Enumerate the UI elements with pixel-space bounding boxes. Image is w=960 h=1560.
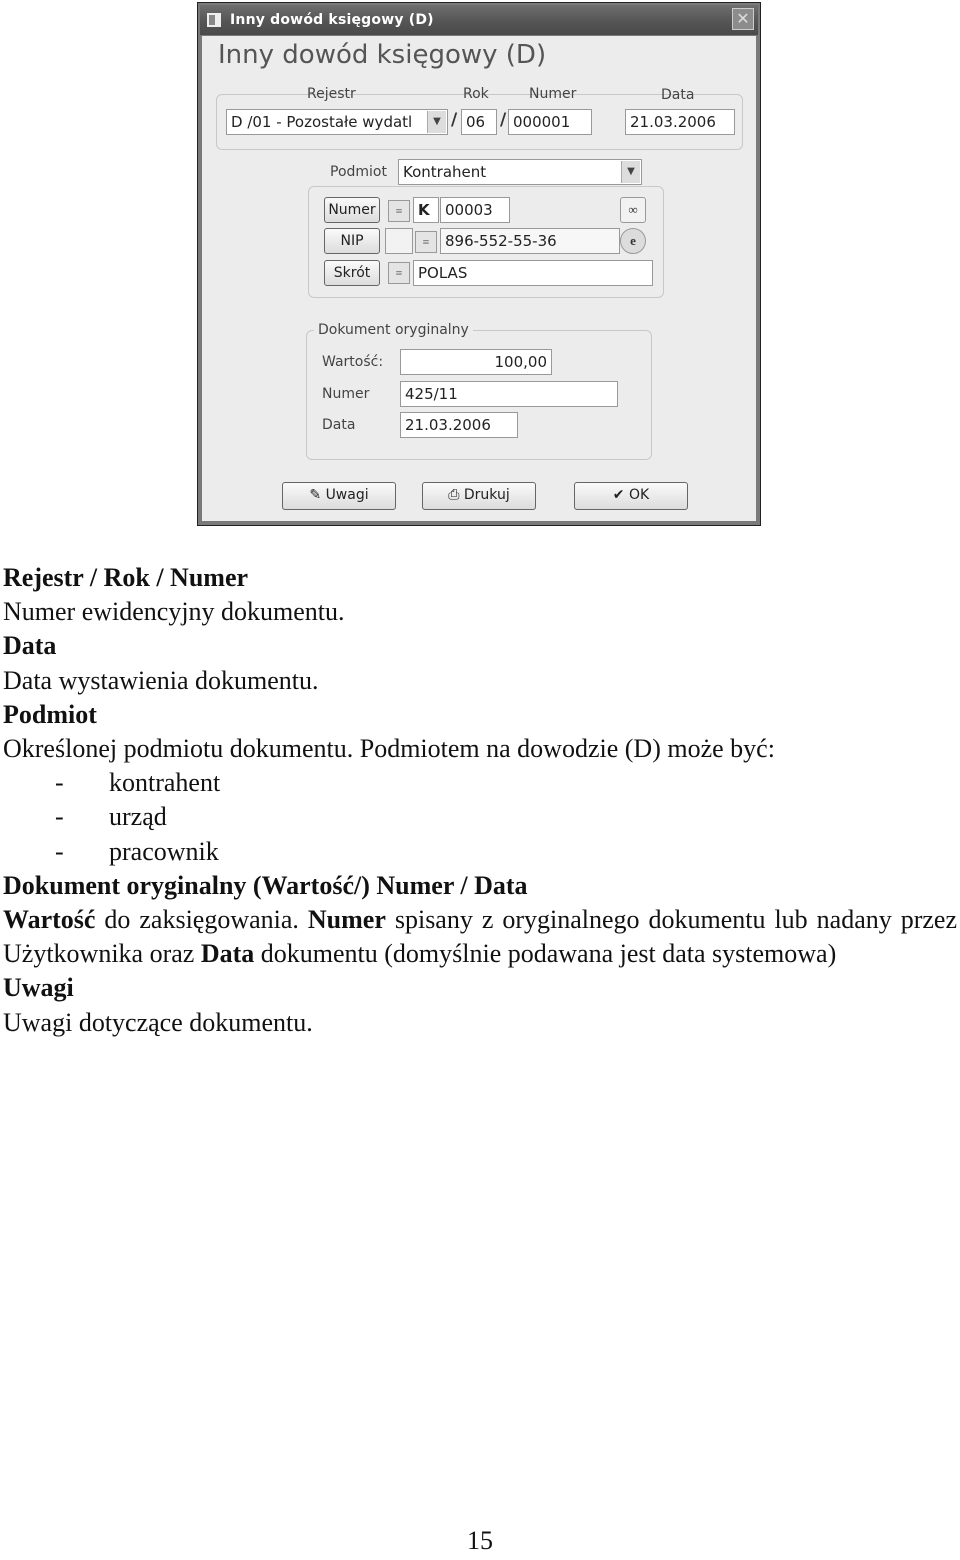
list-icon[interactable]: ≡	[415, 231, 437, 253]
close-icon[interactable]: ✕	[732, 8, 754, 30]
nip-input[interactable]: 896-552-55-36	[440, 228, 620, 254]
data-input[interactable]: 21.03.2006	[625, 109, 735, 135]
printer-icon: ⎙	[448, 487, 464, 503]
nip-blank-field	[385, 228, 413, 254]
app-icon	[207, 13, 221, 27]
drukuj-label: Drukuj	[463, 487, 510, 503]
heading-dokument: Dokument oryginalny (Wartość/) Numer / Data	[3, 870, 528, 900]
paragraph-podmiot: Określonej podmiotu dokumentu. Podmiotem na dowodzie (D) może być:	[3, 734, 775, 764]
dok-numer-input[interactable]: 425/11	[400, 381, 618, 407]
chevron-down-icon: ▼	[427, 111, 446, 133]
pencil-icon: ✎	[309, 487, 326, 503]
podmiot-label: Podmiot	[330, 164, 387, 180]
podmiot-value: Kontrahent	[403, 163, 487, 181]
drukuj-button[interactable]	[422, 482, 536, 510]
rok-input[interactable]: 06	[461, 109, 497, 135]
paragraph-rejestr: Numer ewidencyjny dokumentu.	[3, 597, 345, 627]
list-item: - kontrahent	[55, 768, 221, 798]
kontrahent-type-field: K	[413, 197, 439, 223]
ok-label: OK	[628, 487, 650, 503]
data-label: Data	[661, 87, 695, 103]
nip-button[interactable]: NIP	[324, 228, 380, 254]
dokument-legend: Dokument oryginalny	[314, 322, 473, 338]
dok-data-label: Data	[322, 417, 356, 433]
list-icon[interactable]: ≡	[388, 200, 410, 222]
wartosc-input[interactable]: 100,00	[400, 349, 552, 375]
title-bar	[200, 5, 758, 35]
checkmark-icon: ✔	[612, 487, 629, 503]
dialog-window	[197, 2, 761, 526]
separator-slash: /	[451, 110, 458, 130]
heading-uwagi: Uwagi	[3, 973, 74, 1003]
skrot-input[interactable]: POLAS	[413, 260, 653, 286]
chevron-down-icon: ▼	[621, 161, 640, 183]
window-title: Inny dowód księgowy (D)	[230, 12, 434, 28]
kontrahent-numer-input[interactable]: 00003	[440, 197, 510, 223]
dialog-body	[202, 36, 756, 521]
rok-label: Rok	[463, 86, 489, 102]
rejestr-value: D /01 - Pozostałe wydatl	[231, 113, 413, 131]
rejestr-label: Rejestr	[307, 86, 356, 102]
heading-rejestr: Rejestr / Rok / Numer	[3, 563, 249, 592]
podmiot-select[interactable]	[398, 159, 642, 185]
separator-slash: /	[500, 110, 507, 130]
dok-numer-label: Numer	[322, 386, 370, 402]
document-body	[3, 561, 957, 1040]
page-number: 15	[467, 1526, 493, 1555]
skrot-button[interactable]: Skrót	[324, 260, 380, 286]
uwagi-label: Uwagi	[325, 487, 369, 503]
paragraph-data: Data wystawienia dokumentu.	[3, 665, 319, 695]
heading-data: Data	[3, 631, 57, 661]
list-item: - pracownik	[55, 836, 219, 866]
numer-button[interactable]: Numer	[324, 197, 380, 223]
rejestr-select[interactable]	[226, 109, 448, 135]
dok-data-input[interactable]: 21.03.2006	[400, 412, 518, 438]
ok-button[interactable]	[574, 482, 688, 510]
browser-icon[interactable]: e	[620, 228, 646, 254]
paragraph-dokument: Wartość do zaksięgowania. Numer spisany z oryginalnego dokumentu lub nadany przez Użytkownika oraz Data dokumentu (domyślnie podawana jest data systemowa)	[3, 905, 957, 969]
heading-podmiot: Podmiot	[3, 699, 97, 729]
glasses-icon[interactable]: ∞	[620, 197, 646, 223]
paragraph-uwagi: Uwagi dotyczące dokumentu.	[3, 1007, 313, 1037]
dialog-heading: Inny dowód księgowy (D)	[218, 40, 547, 70]
wartosc-label: Wartość:	[322, 354, 384, 370]
uwagi-button[interactable]	[282, 482, 396, 510]
list-item: - urząd	[55, 802, 167, 832]
numer-label: Numer	[529, 86, 577, 102]
numer-input[interactable]: 000001	[508, 109, 592, 135]
list-icon[interactable]: ≡	[388, 262, 410, 284]
